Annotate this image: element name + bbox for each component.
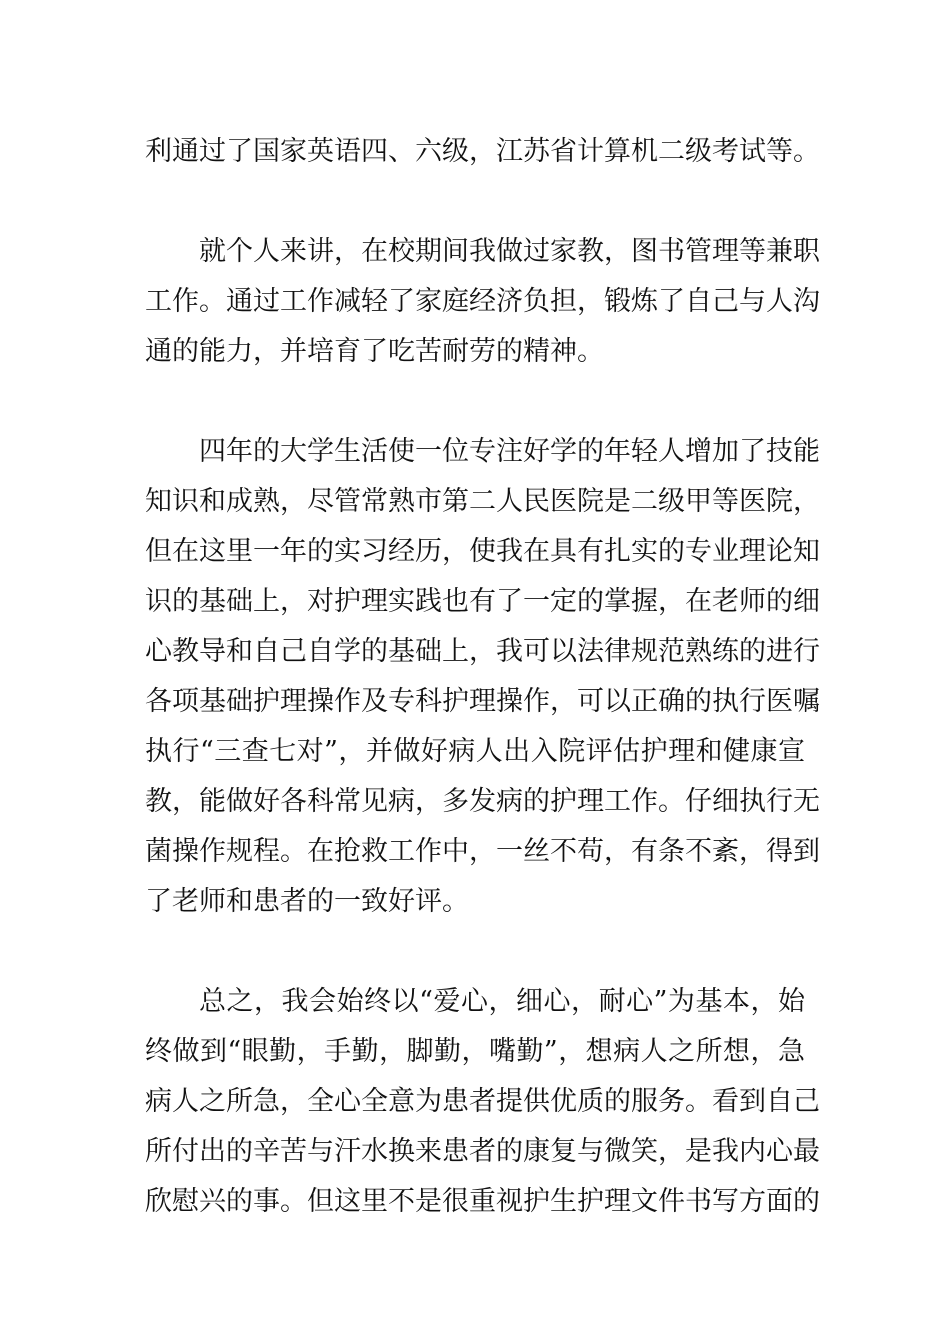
- paragraph-3-line-4: 识的基础上，对护理实践也有了一定的掌握，在老师的细: [145, 586, 820, 617]
- paragraph-2-line-1: 就个人来讲，在校期间我做过家教，图书管理等兼职: [199, 236, 820, 267]
- paragraph-3-line-9: 菌操作规程。在抢救工作中，一丝不苟，有条不紊，得到: [145, 836, 820, 867]
- paragraph-4-line-1: 总之，我会始终以“爱心，细心，耐心”为基本，始: [199, 986, 805, 1017]
- paragraph-3-line-5: 心教导和自己自学的基础上，我可以法律规范熟练的进行: [145, 636, 820, 667]
- paragraph-3-line-7: 执行“三查七对”，并做好病人出入院评估护理和健康宣: [145, 736, 805, 767]
- paragraph-1-line-1: 利通过了国家英语四、六级，江苏省计算机二级考试等。: [145, 136, 820, 167]
- paragraph-4-line-2: 终做到“眼勤，手勤，脚勤，嘴勤”，想病人之所想，急: [145, 1036, 805, 1067]
- paragraph-2-line-3: 通的能力，并培育了吃苦耐劳的精神。: [145, 336, 604, 367]
- paragraph-3-line-2: 知识和成熟，尽管常熟市第二人民医院是二级甲等医院，: [145, 486, 820, 517]
- paragraph-3-line-10: 了老师和患者的一致好评。: [145, 886, 469, 917]
- paragraph-3-line-1: 四年的大学生活使一位专注好学的年轻人增加了技能: [199, 436, 820, 467]
- paragraph-4-line-5: 欣慰兴的事。但这里不是很重视护生护理文件书写方面的: [145, 1186, 820, 1217]
- paragraph-3-line-8: 教，能做好各科常见病，多发病的护理工作。仔细执行无: [145, 786, 820, 817]
- paragraph-4-line-4: 所付出的辛苦与汗水换来患者的康复与微笑，是我内心最: [145, 1136, 820, 1167]
- paragraph-3-line-3: 但在这里一年的实习经历，使我在具有扎实的专业理论知: [145, 536, 820, 567]
- paragraph-2-line-2: 工作。通过工作减轻了家庭经济负担，锻炼了自己与人沟: [145, 286, 820, 317]
- paragraph-4-line-3: 病人之所急，全心全意为患者提供优质的服务。看到自己: [145, 1086, 820, 1117]
- paragraph-3-line-6: 各项基础护理操作及专科护理操作，可以正确的执行医嘱: [145, 686, 820, 717]
